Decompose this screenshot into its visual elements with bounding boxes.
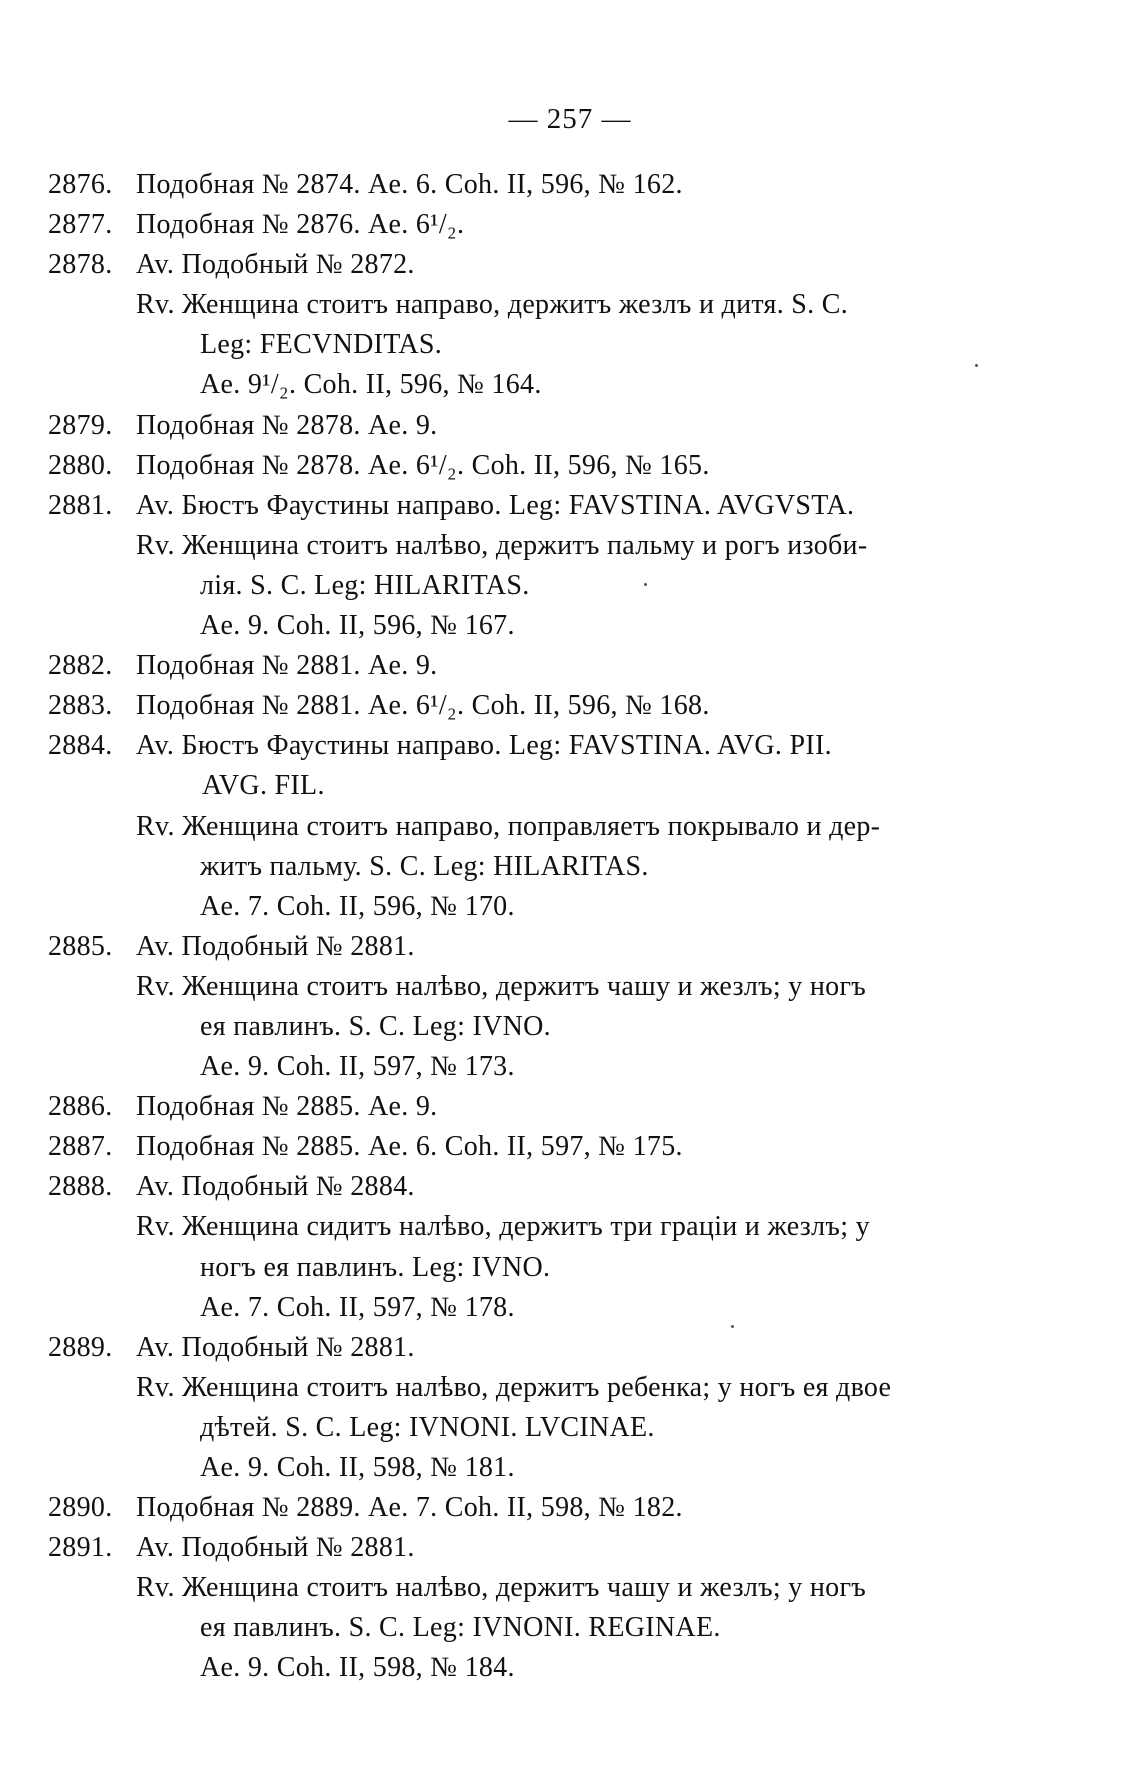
entry-number: 2883.: [48, 690, 113, 722]
entry-line: [48, 406, 1108, 446]
reference-line: Ae. 9. Coh. II, 598, № 181.: [200, 1452, 515, 1483]
entry-text: Подобная № 2878. Ae. 6¹/₂. Coh. II, 596, № 165.: [136, 449, 710, 481]
continuation-line: лія. S. C. Leg: HILARITAS.: [200, 569, 530, 601]
reference-line: Ae. 7. Coh. II, 597, № 178.: [200, 1291, 515, 1323]
entry-line: [48, 486, 1108, 526]
entry-text: Подобная № 2885. Ae. 9.: [136, 1091, 438, 1123]
entry-text: Подобная № 2889. Ae. 7. Coh. II, 598, № 182.: [136, 1492, 683, 1524]
entry-line: [48, 1328, 1108, 1368]
entry-number: 2889.: [48, 1331, 113, 1363]
entry-number: 2888.: [48, 1171, 113, 1203]
continuation-line: ея павлинъ. S. C. Leg: IVNO.: [200, 1010, 551, 1042]
continuation-line: AVG. FIL.: [202, 770, 325, 802]
entry-number: 2885.: [48, 930, 113, 962]
continuation-line: житъ пальму. S. C. Leg: HILARITAS.: [200, 850, 649, 882]
entry-text: Подобная № 2876. Ae. 6¹/₂.: [136, 209, 465, 241]
entry-number: 2884.: [48, 730, 113, 762]
catalog-entries: [48, 165, 1108, 1689]
reference-line: Ae. 9¹/₂. Coh. II, 596, № 164.: [200, 369, 542, 401]
reverse-line: Rv. Женщина сидитъ налѣво, держитъ три граціи и жезлъ; у: [136, 1211, 870, 1243]
reverse-line: Rv. Женщина стоитъ налѣво, держитъ чашу и жезлъ; у ногъ: [136, 970, 867, 1002]
entry-text: Подобная № 2878. Ae. 9.: [136, 409, 438, 441]
entry-text: Av. Подобный № 2884.: [136, 1171, 415, 1203]
continuation-line: ногъ ея павлинъ. Leg: IVNO.: [200, 1251, 551, 1283]
entry-line: [48, 446, 1108, 486]
entry-line: [48, 726, 1108, 766]
print-speck: [731, 1325, 734, 1328]
continuation-line: ея павлинъ. S. C. Leg: IVNONI. REGINAE.: [200, 1612, 721, 1644]
entry-text: Av. Подобный № 2872.: [136, 249, 415, 281]
entry-text: Подобная № 2881. Ae. 9.: [136, 650, 438, 682]
entry-line: [48, 165, 1108, 205]
entry-number: 2876.: [48, 169, 113, 200]
entry-number: 2882.: [48, 650, 113, 682]
entry-text: Подобная № 2874. Ae. 6. Coh. II, 596, № 162.: [136, 169, 683, 200]
entry-number: 2879.: [48, 409, 113, 441]
reference-line: Ae. 9. Coh. II, 597, № 173.: [200, 1051, 515, 1083]
entry-text: Av. Подобный № 2881.: [136, 930, 415, 962]
print-speck: [644, 583, 647, 586]
entry-line: [48, 205, 1108, 245]
entry-line: [48, 1087, 1108, 1127]
continuation-line: дѣтей. S. C. Leg: IVNONI. LVCINAE.: [200, 1411, 655, 1443]
print-speck: [975, 364, 978, 367]
reverse-line: Rv. Женщина стоитъ направо, держитъ жезлъ и дитя. S. C.: [136, 289, 849, 321]
entry-line: [48, 686, 1108, 726]
reference-line: Ae. 9. Coh. II, 596, № 167.: [200, 610, 515, 642]
entry-line: [48, 1488, 1108, 1528]
entry-number: 2886.: [48, 1091, 113, 1123]
entry-line: [48, 646, 1108, 686]
page-number: — 257 —: [508, 103, 632, 135]
entry-text: Подобная № 2881. Ae. 6¹/₂. Coh. II, 596, № 168.: [136, 690, 710, 722]
reference-line: Ae. 7. Coh. II, 596, № 170.: [200, 890, 515, 922]
continuation-line: Leg: FECVNDITAS.: [200, 329, 443, 361]
entry-text: Av. Бюстъ Фаустины направо. Leg: FAVSTINA. AVG. PII.: [136, 730, 832, 762]
reverse-line: Rv. Женщина стоитъ налѣво, держитъ пальму и рогъ изоби-: [136, 529, 868, 561]
entry-number: 2891.: [48, 1532, 113, 1564]
entry-text: Подобная № 2885. Ae. 6. Coh. II, 597, № 175.: [136, 1131, 683, 1163]
entry-text: Av. Подобный № 2881.: [136, 1532, 415, 1564]
entry-number: 2878.: [48, 249, 113, 281]
entry-text: Av. Подобный № 2881.: [136, 1331, 415, 1363]
entry-line: [48, 1127, 1108, 1167]
entry-number: 2887.: [48, 1131, 113, 1163]
reference-line: Ae. 9. Coh. II, 598, № 184.: [200, 1652, 515, 1684]
entry-line: [48, 245, 1108, 285]
entry-text: Av. Бюстъ Фаустины направо. Leg: FAVSTINA. AVGVSTA.: [136, 489, 855, 521]
entry-number: 2881.: [48, 489, 113, 521]
reverse-line: Rv. Женщина стоитъ налѣво, держитъ чашу и жезлъ; у ногъ: [136, 1572, 867, 1604]
entry-line: [48, 1167, 1108, 1207]
reverse-line: Rv. Женщина стоитъ направо, поправляетъ покрывало и дер-: [136, 810, 881, 842]
entry-line: [48, 1528, 1108, 1568]
entry-number: 2880.: [48, 449, 113, 481]
entry-number: 2877.: [48, 209, 113, 241]
entry-number: 2890.: [48, 1492, 113, 1524]
entry-line: [48, 927, 1108, 967]
reverse-line: Rv. Женщина стоитъ налѣво, держитъ ребенка; у ногъ ея двое: [136, 1371, 892, 1403]
